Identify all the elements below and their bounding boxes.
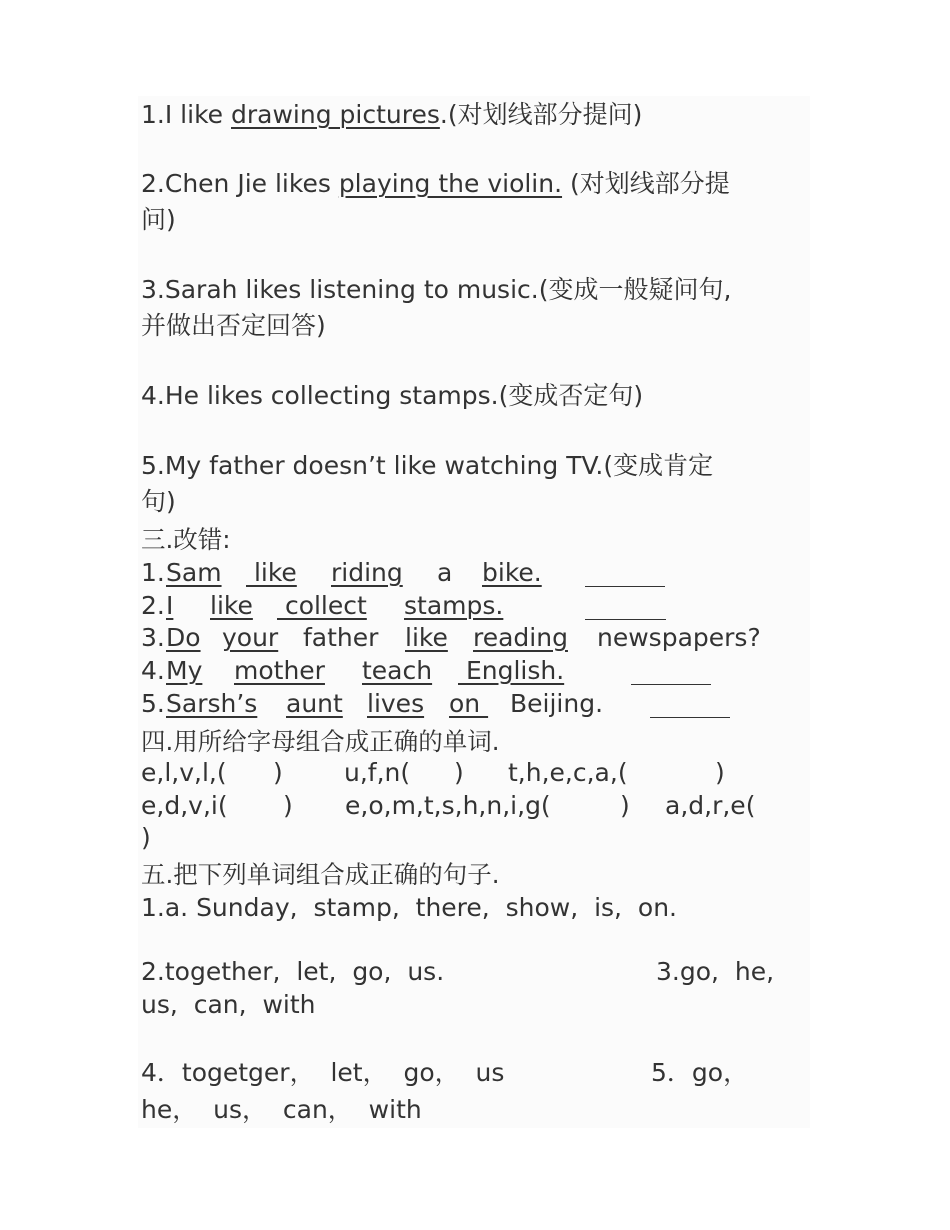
sentence-task-1: 1.a. Sunday, stamp, there, show, is, on. <box>141 893 677 922</box>
letters-group-6-close: ) <box>141 823 151 852</box>
sentence-task-3-continued: us, can, with <box>141 990 316 1019</box>
letters-group-5-close: ) <box>620 791 630 820</box>
error-row-3-word-3: father <box>303 623 379 652</box>
error-row-1-word-2: like <box>246 558 297 587</box>
error-row-3-word-2: your <box>222 623 279 652</box>
question-1: 1.I like drawing pictures.(对划线部分提问) <box>141 100 643 129</box>
sentence-task-4: 4．togetger， let， go， us <box>141 1058 505 1087</box>
question-4: 4.He likes collecting stamps.(变成否定句) <box>141 381 644 410</box>
error-row-1-word-4: a <box>437 558 453 587</box>
error-row-5-word-1: Sarsh’s <box>166 689 258 718</box>
letters-group-2-close: ) <box>454 758 464 787</box>
sentence-task-2: 2.together, let, go, us. <box>141 957 445 986</box>
error-row-4-word-3: teach <box>362 656 433 685</box>
error-row-5-word-3: lives <box>367 689 425 718</box>
error-row-1-word-5: bike. <box>482 558 542 587</box>
error-row-5-word-4: on <box>449 689 489 718</box>
error-row-3-word-6: newspapers? <box>597 623 761 652</box>
letters-group-1: e,l,v,l,( <box>141 758 227 787</box>
question-5: 5.My father doesn’t like watching TV.(变成肯定 <box>141 451 714 480</box>
error-row-5-word-2: aunt <box>286 689 343 718</box>
letters-group-3-close: ) <box>715 758 725 787</box>
error-row-3-word-1: Do <box>166 623 201 652</box>
answer-blank-1[interactable] <box>585 586 665 587</box>
letters-group-5: e,o,m,t,s,h,n,i,g( <box>345 791 551 820</box>
error-row-5-number: 5. <box>141 689 165 718</box>
sentence-task-5: 5．go， <box>651 1058 749 1087</box>
error-row-4-number: 4. <box>141 656 165 685</box>
question-5-continued: 句) <box>141 487 176 516</box>
question-2: 2.Chen Jie likes playing the violin. (对划线部分提 <box>141 169 730 198</box>
question-3-continued: 并做出否定回答) <box>141 311 326 340</box>
letters-group-1-close: ) <box>273 758 283 787</box>
letters-group-6: a,d,r,e( <box>665 791 756 820</box>
error-row-2-word-1: I <box>166 591 174 620</box>
question-2-continued: 问) <box>141 205 176 234</box>
section-3-heading: 三.改错: <box>141 525 231 554</box>
error-row-2-word-3: collect <box>277 591 367 620</box>
error-row-3-word-4: like <box>405 623 448 652</box>
error-row-1-number: 1. <box>141 558 165 587</box>
letters-group-4-close: ) <box>283 791 293 820</box>
error-row-2-word-4: stamps. <box>404 591 504 620</box>
error-row-4-word-4: English. <box>458 656 565 685</box>
error-row-5-word-5: Beijing. <box>510 689 604 718</box>
question-3: 3.Sarah likes listening to music.(变成一般疑问句, <box>141 275 732 304</box>
error-row-4-word-1: My <box>166 656 203 685</box>
error-row-2-number: 2. <box>141 591 165 620</box>
section-5-heading: 五.把下列单词组合成正确的句子. <box>141 860 500 889</box>
error-row-4-word-2: mother <box>234 656 325 685</box>
error-row-1-word-3: riding <box>331 558 403 587</box>
section-4-heading: 四.用所给字母组合成正确的单词. <box>141 727 500 756</box>
answer-blank-4[interactable] <box>631 684 711 685</box>
letters-group-3: t,h,e,c,a,( <box>508 758 628 787</box>
letters-group-4: e,d,v,i( <box>141 791 228 820</box>
letters-group-2: u,f,n( <box>344 758 411 787</box>
answer-blank-5[interactable] <box>650 717 730 718</box>
error-row-2-word-2: like <box>210 591 253 620</box>
error-row-3-number: 3. <box>141 623 165 652</box>
sentence-task-5-continued: he， us， can， with <box>141 1095 422 1124</box>
error-row-1-word-1: Sam <box>166 558 222 587</box>
error-row-3-word-5: reading <box>473 623 568 652</box>
answer-blank-2[interactable] <box>585 619 666 620</box>
sentence-task-3: 3.go, he, <box>656 957 775 986</box>
